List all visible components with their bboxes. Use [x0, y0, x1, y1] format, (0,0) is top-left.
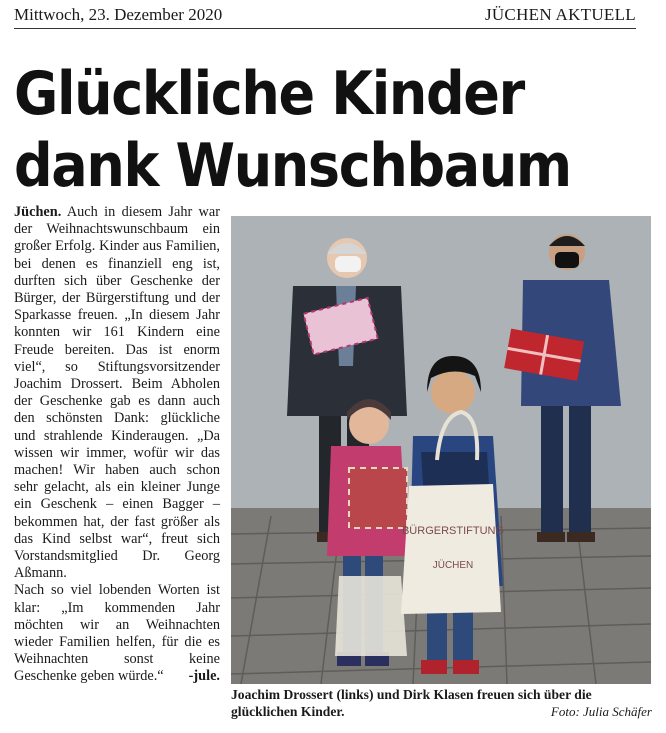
- article-photo: [231, 216, 651, 684]
- issue-date: Mittwoch, 23. Dezember 2020: [14, 5, 223, 24]
- photo-credit: Foto: Julia Schäfer: [550, 704, 652, 719]
- article-text-2: Nach so viel lobenden Worten ist klar: „Im kommenden Jahr möchten wir an Weihnachten wieder Familien helfen, für die es Weihnachten sonst keine Geschenke geben würde.“: [14, 582, 220, 685]
- dateline: Jüchen.: [14, 204, 62, 220]
- article-text-1: Auch in diesem Jahr war der Weihnachtswunschbaum ein großer Erfolg. Kinder aus Familien, bei denen es finanziell eng ist, durften sich über Geschenke der Bürger, der Bürgerstiftung und der Sparkasse freuen. „In diesem Jahr konnten wir 161 Kindern eine Freude bereiten. Das ist enorm viel“, so Stiftungsvorsitzender Joachim Drossert. Beim Abholen der Geschenke gab es dann auch den schönsten Dank: glückliche und strahlende Kinderaugen. „Da wissen wir immer, wofür wir das machen! Wir haben auch schon sehr gelacht, als ein kleiner Junge ein Geschenk – einen Bagger – bekommen hat, der fast größer als das Kind selbst war“, freut sich Vorstandsmitglied Dr. Georg Aßmann.: [14, 204, 220, 582]
- article-paragraph-1: [14, 204, 220, 582]
- author-tag: -jule.: [188, 668, 220, 685]
- section-title: JÜCHEN AKTUELL: [484, 5, 636, 24]
- headline-line-2: dank Wunschbaum: [14, 131, 571, 201]
- bag-text-1: BÜRGERSTIFTUNG: [401, 525, 505, 537]
- photo-illustration: [231, 216, 651, 684]
- bag-text-2: JÜCHEN: [432, 560, 474, 571]
- headline: [14, 58, 654, 202]
- article-body: [14, 204, 220, 686]
- article-paragraph-2: [14, 582, 220, 685]
- page-header: [14, 4, 636, 29]
- headline-line-1: Glückliche Kinder: [14, 59, 524, 129]
- photo-caption: Joachim Drossert (links) und Dirk Klasen freuen sich über die glücklichen Kinder.: [231, 687, 592, 719]
